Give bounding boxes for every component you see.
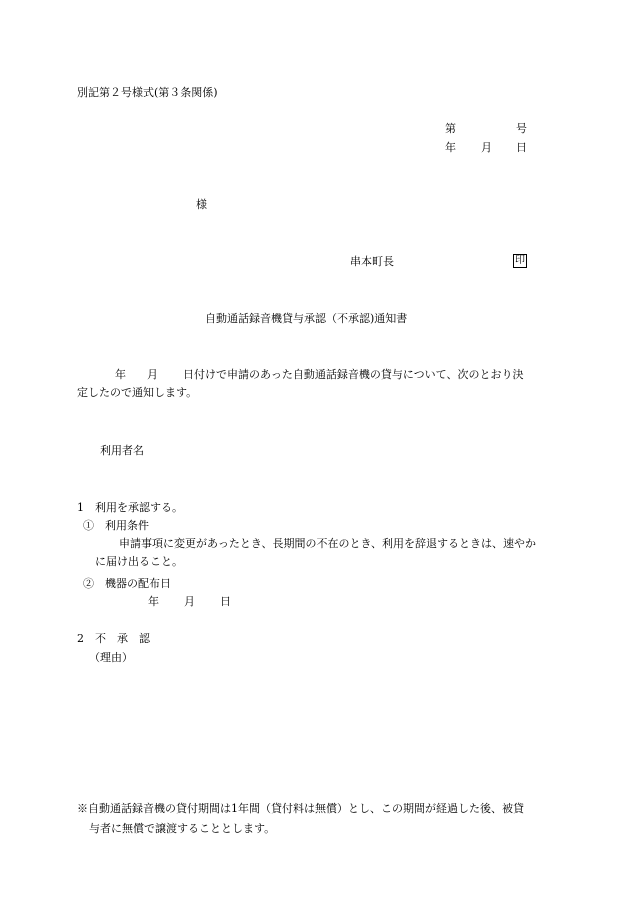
distribution-month: 月 bbox=[184, 595, 195, 608]
doc-number-prefix: 第 bbox=[445, 122, 456, 135]
note-line1: ※自動通話録音機の貸付期間は1年間（貸付料は無償）とし、この期間が経過した後、被貸 bbox=[77, 802, 524, 815]
sender-title: 串本町長 bbox=[350, 255, 394, 268]
distribution-day: 日 bbox=[220, 595, 231, 608]
condition-line2: に届け出ること。 bbox=[95, 555, 183, 568]
section1-heading: 1 利用を承認する。 bbox=[77, 501, 183, 514]
condition-heading: ① 利用条件 bbox=[83, 519, 149, 532]
form-label: 別記第２号様式(第３条関係) bbox=[77, 86, 218, 99]
body-year: 年 bbox=[115, 368, 126, 381]
distribution-heading: ② 機器の配布日 bbox=[83, 577, 171, 590]
section2-heading: 2 不 承 認 bbox=[77, 632, 150, 645]
date-year: 年 bbox=[445, 141, 456, 154]
condition-line1: 申請事項に変更があったとき、長期間の不在のとき、利用を辞退するときは、速やか bbox=[119, 537, 537, 550]
date-day: 日 bbox=[516, 141, 527, 154]
distribution-year: 年 bbox=[148, 595, 159, 608]
body-line2: 定したので通知します。 bbox=[77, 386, 198, 399]
user-name-label: 利用者名 bbox=[100, 444, 144, 457]
note-line2: 与者に無償で譲渡することとします。 bbox=[89, 822, 276, 835]
reason-label: （理由） bbox=[89, 651, 133, 664]
date-month: 月 bbox=[481, 141, 492, 154]
body-month: 月 bbox=[147, 368, 158, 381]
doc-title: 自動通話録音機貸与承認（不承認)通知書 bbox=[205, 312, 408, 325]
addressee-suffix: 様 bbox=[196, 198, 207, 211]
seal-mark: 印 bbox=[515, 255, 525, 266]
body-line1: 日付けで申請のあった自動通話録音機の貸与について、次のとおり決 bbox=[183, 368, 524, 381]
doc-number-suffix: 号 bbox=[516, 122, 527, 135]
